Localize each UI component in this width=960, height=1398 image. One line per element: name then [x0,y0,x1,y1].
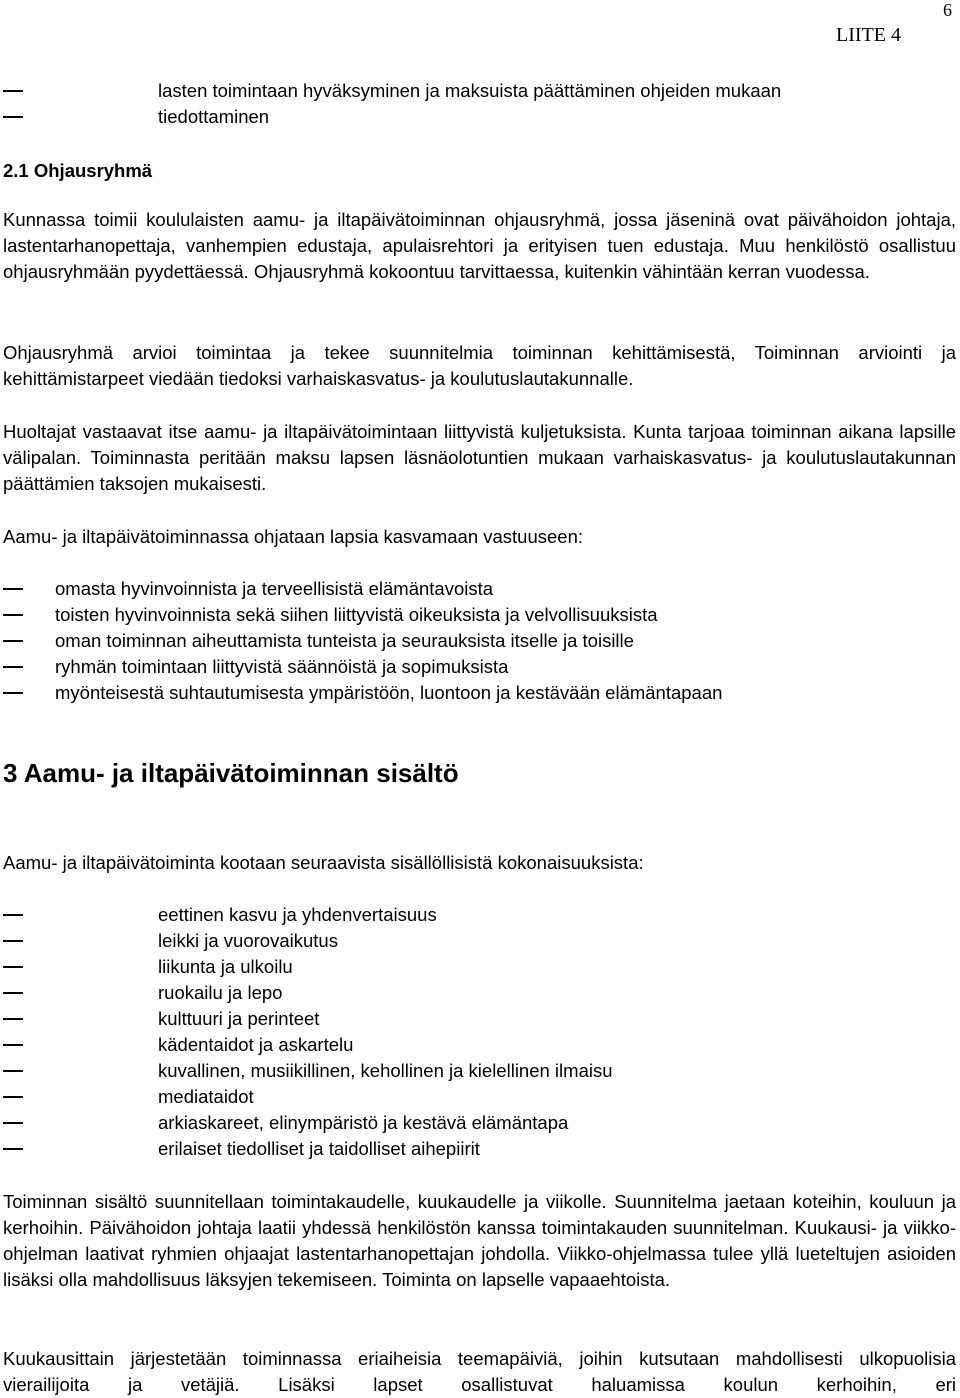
page-number: 6 [943,0,952,20]
responsibility-list-block [3,576,956,706]
dash-bullet [3,90,23,92]
dash-bullet [3,1070,23,1072]
dash-bullet [3,914,23,916]
list-item: erilaiset tiedolliset ja taidolliset aihepiirit [3,1136,956,1162]
dash-bullet [3,692,23,694]
paragraph-5: Toiminnan sisältö suunnitellaan toimintakaudelle, kuukaudelle ja viikolle. Suunnitelma jaetaan koteihin, kouluun ja kerhoihin. Päivähoidon johtaja laatii yhdessä henkilöstön kanssa toimintakauden suunnitelman. Kuukausi- ja viikko-ohjelman laativat ryhmien ohjaajat lastentarhanopettajan johdolla. Viikko-ohjelmassa tulee yllä lueteltujen asioiden lisäksi olla mahdollisuus läksyjen tekemiseen. Toiminta on lapselle vapaaehtoista. [3,1191,956,1290]
subsection-heading-block [3,158,956,184]
paragraph-2: Ohjausryhmä arvioi toimintaa ja tekee suunnitelmia toiminnan kehittämisestä, Toiminnan arviointi ja kehittämistarpeet viedään tiedoksi varhaiskasvatus- ja koulutuslautakunnalle. [3,342,956,389]
appendix-label: LIITE 4 [836,24,901,46]
list-item: kuvallinen, musiikillinen, kehollinen ja kielellinen ilmaisu [3,1058,956,1084]
paragraph-3: Huoltajat vastaavat itse aamu- ja iltapäivätoimintaan liittyvistä kuljetuksista. Kunta tarjoaa toiminnan aikana lapsille välipalan. Toiminnasta peritään maksu lapsen läsnäolotuntien mukaan varhaiskasvatus- ja koulutuslautakunnan päättämien taksojen mukaisesti. [3,421,956,494]
dash-bullet [3,966,23,968]
dash-bullet [3,614,23,616]
dash-bullet [3,940,23,942]
list-item: leikki ja vuorovaikutus [3,928,956,954]
list-item: lasten toimintaan hyväksyminen ja maksuista päättäminen ohjeiden mukaan [3,78,956,104]
top-list [3,78,956,130]
list-item: tiedottaminen [3,104,956,130]
list-item: ruokailu ja lepo [3,980,956,1006]
dash-bullet [3,992,23,994]
list-item: omasta hyvinvoinnista ja terveellisistä elämäntavoista [3,576,956,602]
dash-bullet [3,1096,23,1098]
dash-bullet [3,116,23,118]
dash-bullet [3,1148,23,1150]
dash-bullet [3,640,23,642]
dash-bullet [3,1044,23,1046]
dash-bullet [3,1018,23,1020]
list-item: mediataidot [3,1084,956,1110]
list-item: kädentaidot ja askartelu [3,1032,956,1058]
dash-bullet [3,666,23,668]
top-list-block [3,78,956,130]
list-item: toisten hyvinvoinnista sekä siihen liittyvistä oikeuksista ja velvollisuuksista [3,602,956,628]
content-list-block [3,902,956,1162]
section-heading-block [3,757,956,789]
section-title: 3 Aamu- ja iltapäivätoiminnan sisältö [3,758,459,788]
list-item: myönteisestä suhtautumisesta ympäristöön, luontoon ja kestävään elämäntapaan [3,680,956,706]
content-list [3,902,956,1162]
dash-bullet [3,1122,23,1124]
list-item: liikunta ja ulkoilu [3,954,956,980]
list-item: arkiaskareet, elinympäristö ja kestävä elämäntapa [3,1110,956,1136]
dash-bullet [3,588,23,590]
list-item: oman toiminnan aiheuttamista tunteista ja seurauksista itselle ja toisille [3,628,956,654]
paragraph-6: Kuukausittain järjestetään toiminnassa eriaiheisia teemapäiviä, joihin kutsutaan mahdollisesti ulkopuolisia vierailijoita ja vetäjiä. Lisäksi lapset osallistuvat haluamissa koulun kerhoihin, eri [3,1348,956,1395]
responsibility-list [3,576,956,706]
list-item: kulttuuri ja perinteet [3,1006,956,1032]
paragraph-4: Aamu- ja iltapäivätoiminnassa ohjataan lapsia kasvamaan vastuuseen: [3,526,584,547]
section-intro: Aamu- ja iltapäivätoiminta kootaan seuraavista sisällöllisistä kokonaisuuksista: [3,852,644,873]
paragraph-1: Kunnassa toimii koululaisten aamu- ja iltapäivätoiminnan ohjausryhmä, jossa jäseninä ovat päivähoidon johtaja, lastentarhanopettaja, vanhempien edustaja, apulaisrehtori ja erityisen tuen edustaja. Muu henkilöstö osallistuu ohjausryhmään pyydettäessä. Ohjausryhmä kokoontuu tarvittaessa, kuitenkin vähintään kerran vuodessa. [3,209,956,282]
list-item: eettinen kasvu ja yhdenvertaisuus [3,902,956,928]
subsection-title: 2.1 Ohjausryhmä [3,160,153,181]
list-item: ryhmän toimintaan liittyvistä säännöistä ja sopimuksista [3,654,956,680]
